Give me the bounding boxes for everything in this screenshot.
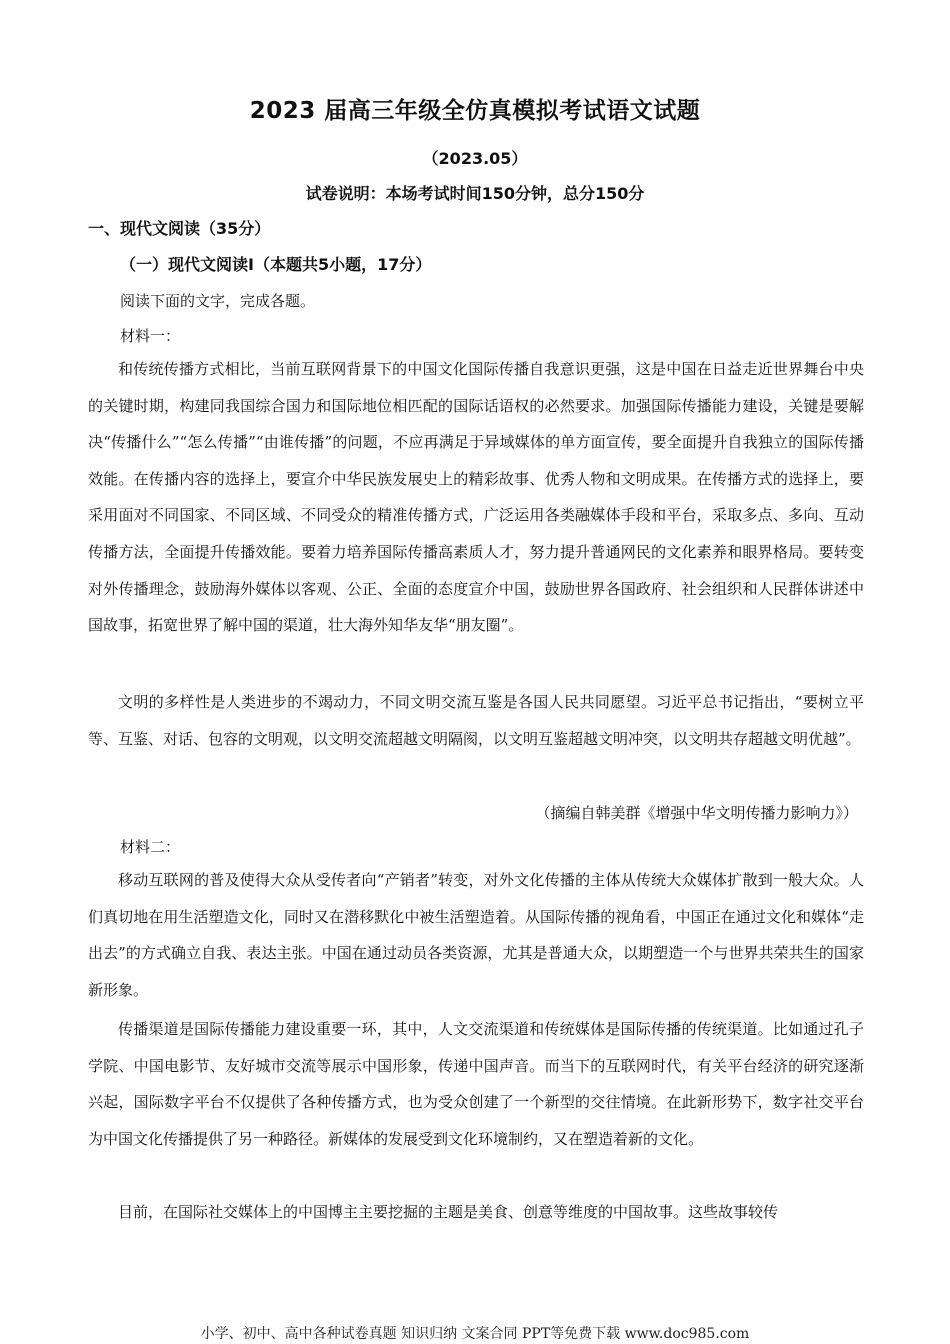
exam-title: 2023 届高三年级全仿真模拟考试语文试题 — [249, 98, 701, 124]
page-footer: 小学、初中、高中各种试卷真题 知识归纳 文案合同 PPT等免费下载 www.doc985.com — [200, 1326, 750, 1342]
material-1-source: （摘编自韩美群《增强中华文明传播力影响力》） — [535, 804, 858, 822]
section-subheading: （一）现代文阅读Ⅰ（本题共5小题，17分） — [120, 255, 432, 274]
material-1-label: 材料一： — [120, 327, 181, 345]
exam-description: 试卷说明：本场考试时间150分钟，总分150分 — [305, 184, 645, 203]
section-heading: 一、现代文阅读（35分） — [88, 219, 271, 238]
exam-date: （2023.05） — [422, 149, 528, 168]
material-2-paragraph: 目前，在国际社交媒体上的中国博主主要挖掘的主题是美食、创意等维度的中国故事。这些故事较传 — [118, 1203, 779, 1221]
material-1-paragraph: 和传统传播方式相比，当前互联网背景下的中国文化国际传播自我意识更强，这是中国在日益走近世界舞台中央的关键时期，构建同我国综合国力和国际地位相匹配的国际话语权的必然要求。加强国际传播能力建设，关键是要解决“传播什么”“怎么传播”“由谁传播”的问题，不应再满足于异域媒体的单方面宣传，要全面提升自我独立的国际传播效能。在传播内容的选择上，要宣介中华民族发展史上的精彩故事、优秀人物和文明成果。在传播方式的选择上，要采用面对不同国家、不同区域、不同受众的精准传播方式，广泛运用各类融媒体手段和平台，采取多点、多向、互动传播方法，全面提升传播效能。要着力培养国际传播高素质人才，努力提升普通网民的文化素养和眼界格局。要转变对外传播理念，鼓励海外媒体以客观、公正、全面的态度宣介中国，鼓励世界各国政府、社会组织和人民群体讲述中国故事，拓宽世界了解中国的渠道，壮大海外知华友华“朋友圈”。 — [88, 360, 864, 635]
material-2-paragraph: 传播渠道是国际传播能力建设重要一环，其中，人文交流渠道和传统媒体是国际传播的传统渠道。比如通过孔子学院、中国电影节、友好城市交流等展示中国形象，传递中国声音。而当下的互联网时代，有关平台经济的研究逐渐兴起，国际数字平台不仅提供了各种传播方式，也为受众创建了一个新型的交往情境。在此新形势下，数字社交平台为中国文化传播提供了另一种路径。新媒体的发展受到文化环境制约，又在塑造着新的文化。 — [88, 1020, 864, 1148]
material-2-label: 材料二： — [120, 838, 181, 856]
reading-instruction: 阅读下面的文字，完成各题。 — [120, 292, 316, 310]
material-1-paragraph: 文明的多样性是人类进步的不竭动力，不同文明交流互鉴是各国人民共同愿望。习近平总书记指出，“要树立平等、互鉴、对话、包容的文明观，以文明交流超越文明隔阂，以文明互鉴超越文明冲突，以文明共存超越文明优越”。 — [88, 693, 864, 748]
material-2-paragraph: 移动互联网的普及使得大众从受传者向“产销者”转变，对外文化传播的主体从传统大众媒体扩散到一般大众。人们真切地在用生活塑造文化，同时又在潜移默化中被生活塑造着。从国际传播的视角看，中国正在通过文化和媒体“走出去”的方式确立自我、表达主张。中国在通过动员各类资源，尤其是普通大众，以期塑造一个与世界共荣共生的国家新形象。 — [88, 871, 864, 999]
